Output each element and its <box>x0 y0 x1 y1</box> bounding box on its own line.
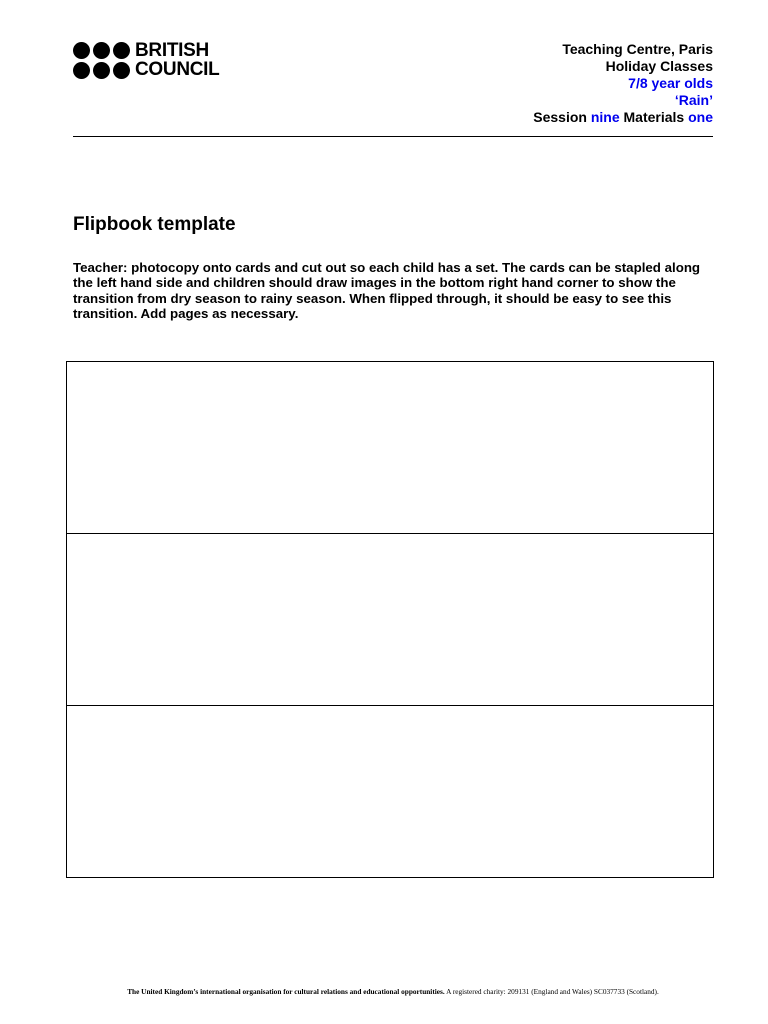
holiday-classes: Holiday Classes <box>605 58 713 74</box>
flipbook-cards <box>66 361 714 878</box>
logo-wordmark <box>135 41 219 79</box>
session-label: Session <box>533 109 587 125</box>
logo-dot <box>113 62 130 79</box>
session-value: nine <box>590 109 620 125</box>
logo-line-1: BRITISH <box>135 40 209 61</box>
footer-org-statement: The United Kingdom’s international organisation for cultural relations and educational opportunities. <box>127 987 445 996</box>
logo-dot <box>93 42 110 59</box>
header-divider <box>73 136 713 137</box>
flipbook-card <box>67 534 713 706</box>
logo-dot <box>73 42 90 59</box>
teacher-instructions: Teacher: photocopy onto cards and cut out so each child has a set. The cards can be stapled along the left hand side and children should draw images in the bottom right hand corner to show the transition from dry season to rainy season. When flipped through, it should be easy to see this transition. Add pages as necessary. <box>73 260 701 321</box>
british-council-logo <box>73 41 219 79</box>
logo-dot <box>73 62 90 79</box>
age-group: 7/8 year olds <box>628 75 713 91</box>
theme: ‘Rain’ <box>674 92 713 108</box>
flipbook-card <box>67 362 713 534</box>
footer-charity: A registered charity: 209131 (England and Wales) SC037733 (Scotland). <box>446 987 659 996</box>
teaching-centre: Teaching Centre, Paris <box>562 41 713 57</box>
logo-dots <box>73 42 130 79</box>
materials-value: one <box>688 109 713 125</box>
footer <box>0 987 768 996</box>
logo-dot <box>93 62 110 79</box>
page-title: Flipbook template <box>73 214 236 235</box>
materials-label: Materials <box>623 109 685 125</box>
logo-line-2: COUNCIL <box>135 59 220 80</box>
flipbook-card <box>67 706 713 877</box>
logo-dot <box>113 42 130 59</box>
session-line <box>533 109 713 126</box>
header-info <box>533 41 713 126</box>
